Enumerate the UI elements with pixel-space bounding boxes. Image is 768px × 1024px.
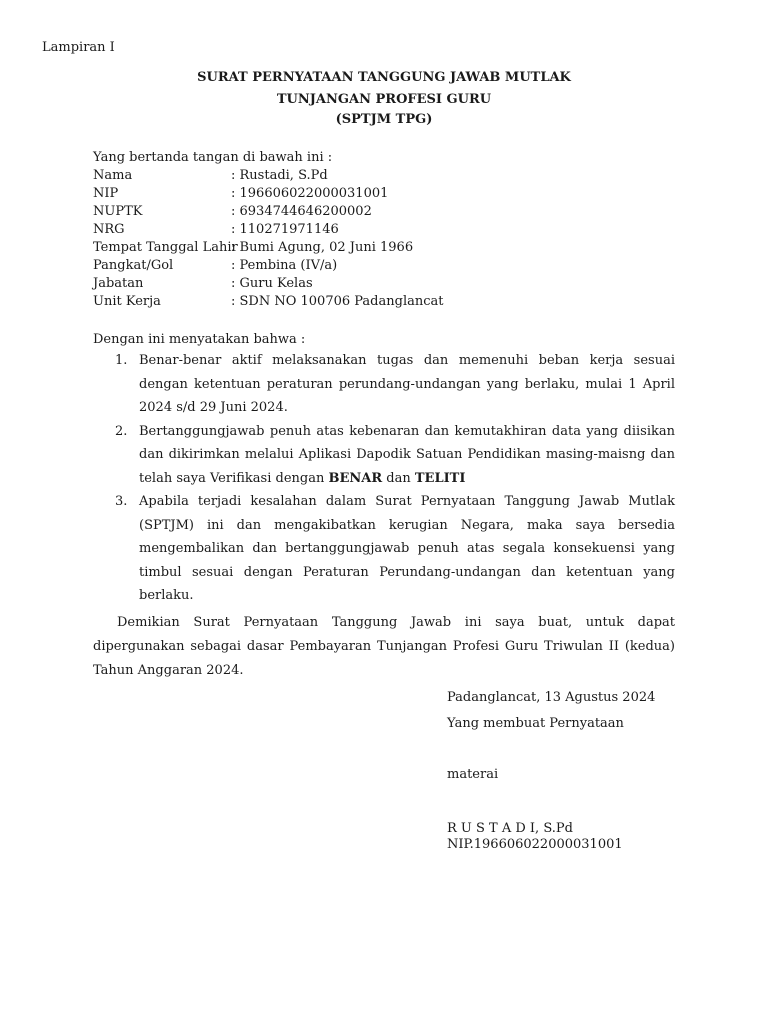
field-label: NRG [93,222,125,237]
field-value: : SDN NO 100706 Padanglancat [231,294,444,309]
list-number: 2. [115,423,128,439]
list-item [93,349,675,420]
bold-teliti: TELITI [414,470,466,486]
signer-nip: NIP.196606022000031001 [447,837,623,852]
field-value: : Bumi Agung, 02 Juni 1966 [231,240,414,255]
list-number: 1. [115,353,128,368]
field-label: Nama [93,168,133,183]
list-item-text-mid: dan [382,470,415,486]
field-value: : Rustadi, S.Pd [231,168,328,183]
signatory-intro: Yang bertanda tangan di bawah ini : [93,150,333,165]
statement-list [93,349,675,608]
field-row-nuptk [93,203,444,221]
field-label: NUPTK [93,204,143,219]
signer-name: R U S T A D I, S.Pd [447,821,573,836]
field-label: Unit Kerja [93,294,161,309]
field-row-nip [93,185,444,203]
statement-intro: Dengan ini menyatakan bahwa : [93,332,306,347]
field-row-nama [93,167,444,185]
field-row-unit [93,293,444,311]
field-row-position [93,275,444,293]
stamp-placeholder: materai [447,767,499,782]
list-item [93,490,675,608]
list-item-text: Bertanggungjawab penuh atas kebenaran dan kemutakhiran data yang diisikan dan dikirimkan melalui Aplikasi Dapodik Satuan Pendidikan masing-maisng dan telah saya Verifikasi dengan [139,423,675,486]
identity-fields [93,167,444,311]
document-title-line2: TUNJANGAN PROFESI GURU [276,92,492,107]
place-date: Padanglancat, 13 Agustus 2024 [447,690,656,705]
field-label: NIP [93,186,119,201]
document-title-line3: (SPTJM TPG) [335,112,433,127]
list-item-text: Apabila terjadi kesalahan dalam Surat Pernyataan Tanggung Jawab Mutlak (SPTJM) ini dan mengakibatkan kerugian Negara, maka saya bersedia mengembalikan dan bertanggungjawab penuh atas segala konsekuensi yang timbul sesuai dengan Peraturan Perundang-undangan dan ketentuan yang berlaku. [139,494,675,603]
field-value: : Guru Kelas [231,276,313,291]
closing-paragraph: Demikian Surat Pernyataan Tanggung Jawab ini saya buat, untuk dapat dipergunakan sebagai dasar Pembayaran Tunjangan Profesi Guru Triwulan II (kedua) Tahun Anggaran 2024. [93,615,675,678]
field-row-birth [93,239,444,257]
document-title-line1: SURAT PERNYATAAN TANGGUNG JAWAB MUTLAK [197,70,571,85]
field-value: : 6934744646200002 [231,204,372,219]
attachment-label: Lampiran I [42,40,115,55]
list-item [93,420,675,491]
field-value: : Pembina (IV/a) [231,258,338,273]
field-label: Pangkat/Gol [93,258,174,273]
bold-benar: BENAR [328,470,383,486]
list-number: 3. [115,494,128,509]
list-item-text: Benar-benar aktif melaksanakan tugas dan memenuhi beban kerja sesuai dengan ketentuan peraturan perundang-undangan yang berlaku, mulai 1 April 2024 s/d 29 Juni 2024. [139,353,675,415]
field-row-nrg [93,221,444,239]
field-value: : 110271971146 [231,222,339,237]
field-row-rank [93,257,444,275]
field-label: Jabatan [93,276,144,291]
field-value: : 196606022000031001 [231,186,389,201]
signer-caption: Yang membuat Pernyataan [447,716,624,731]
field-label: Tempat Tanggal Lahir [93,240,238,255]
